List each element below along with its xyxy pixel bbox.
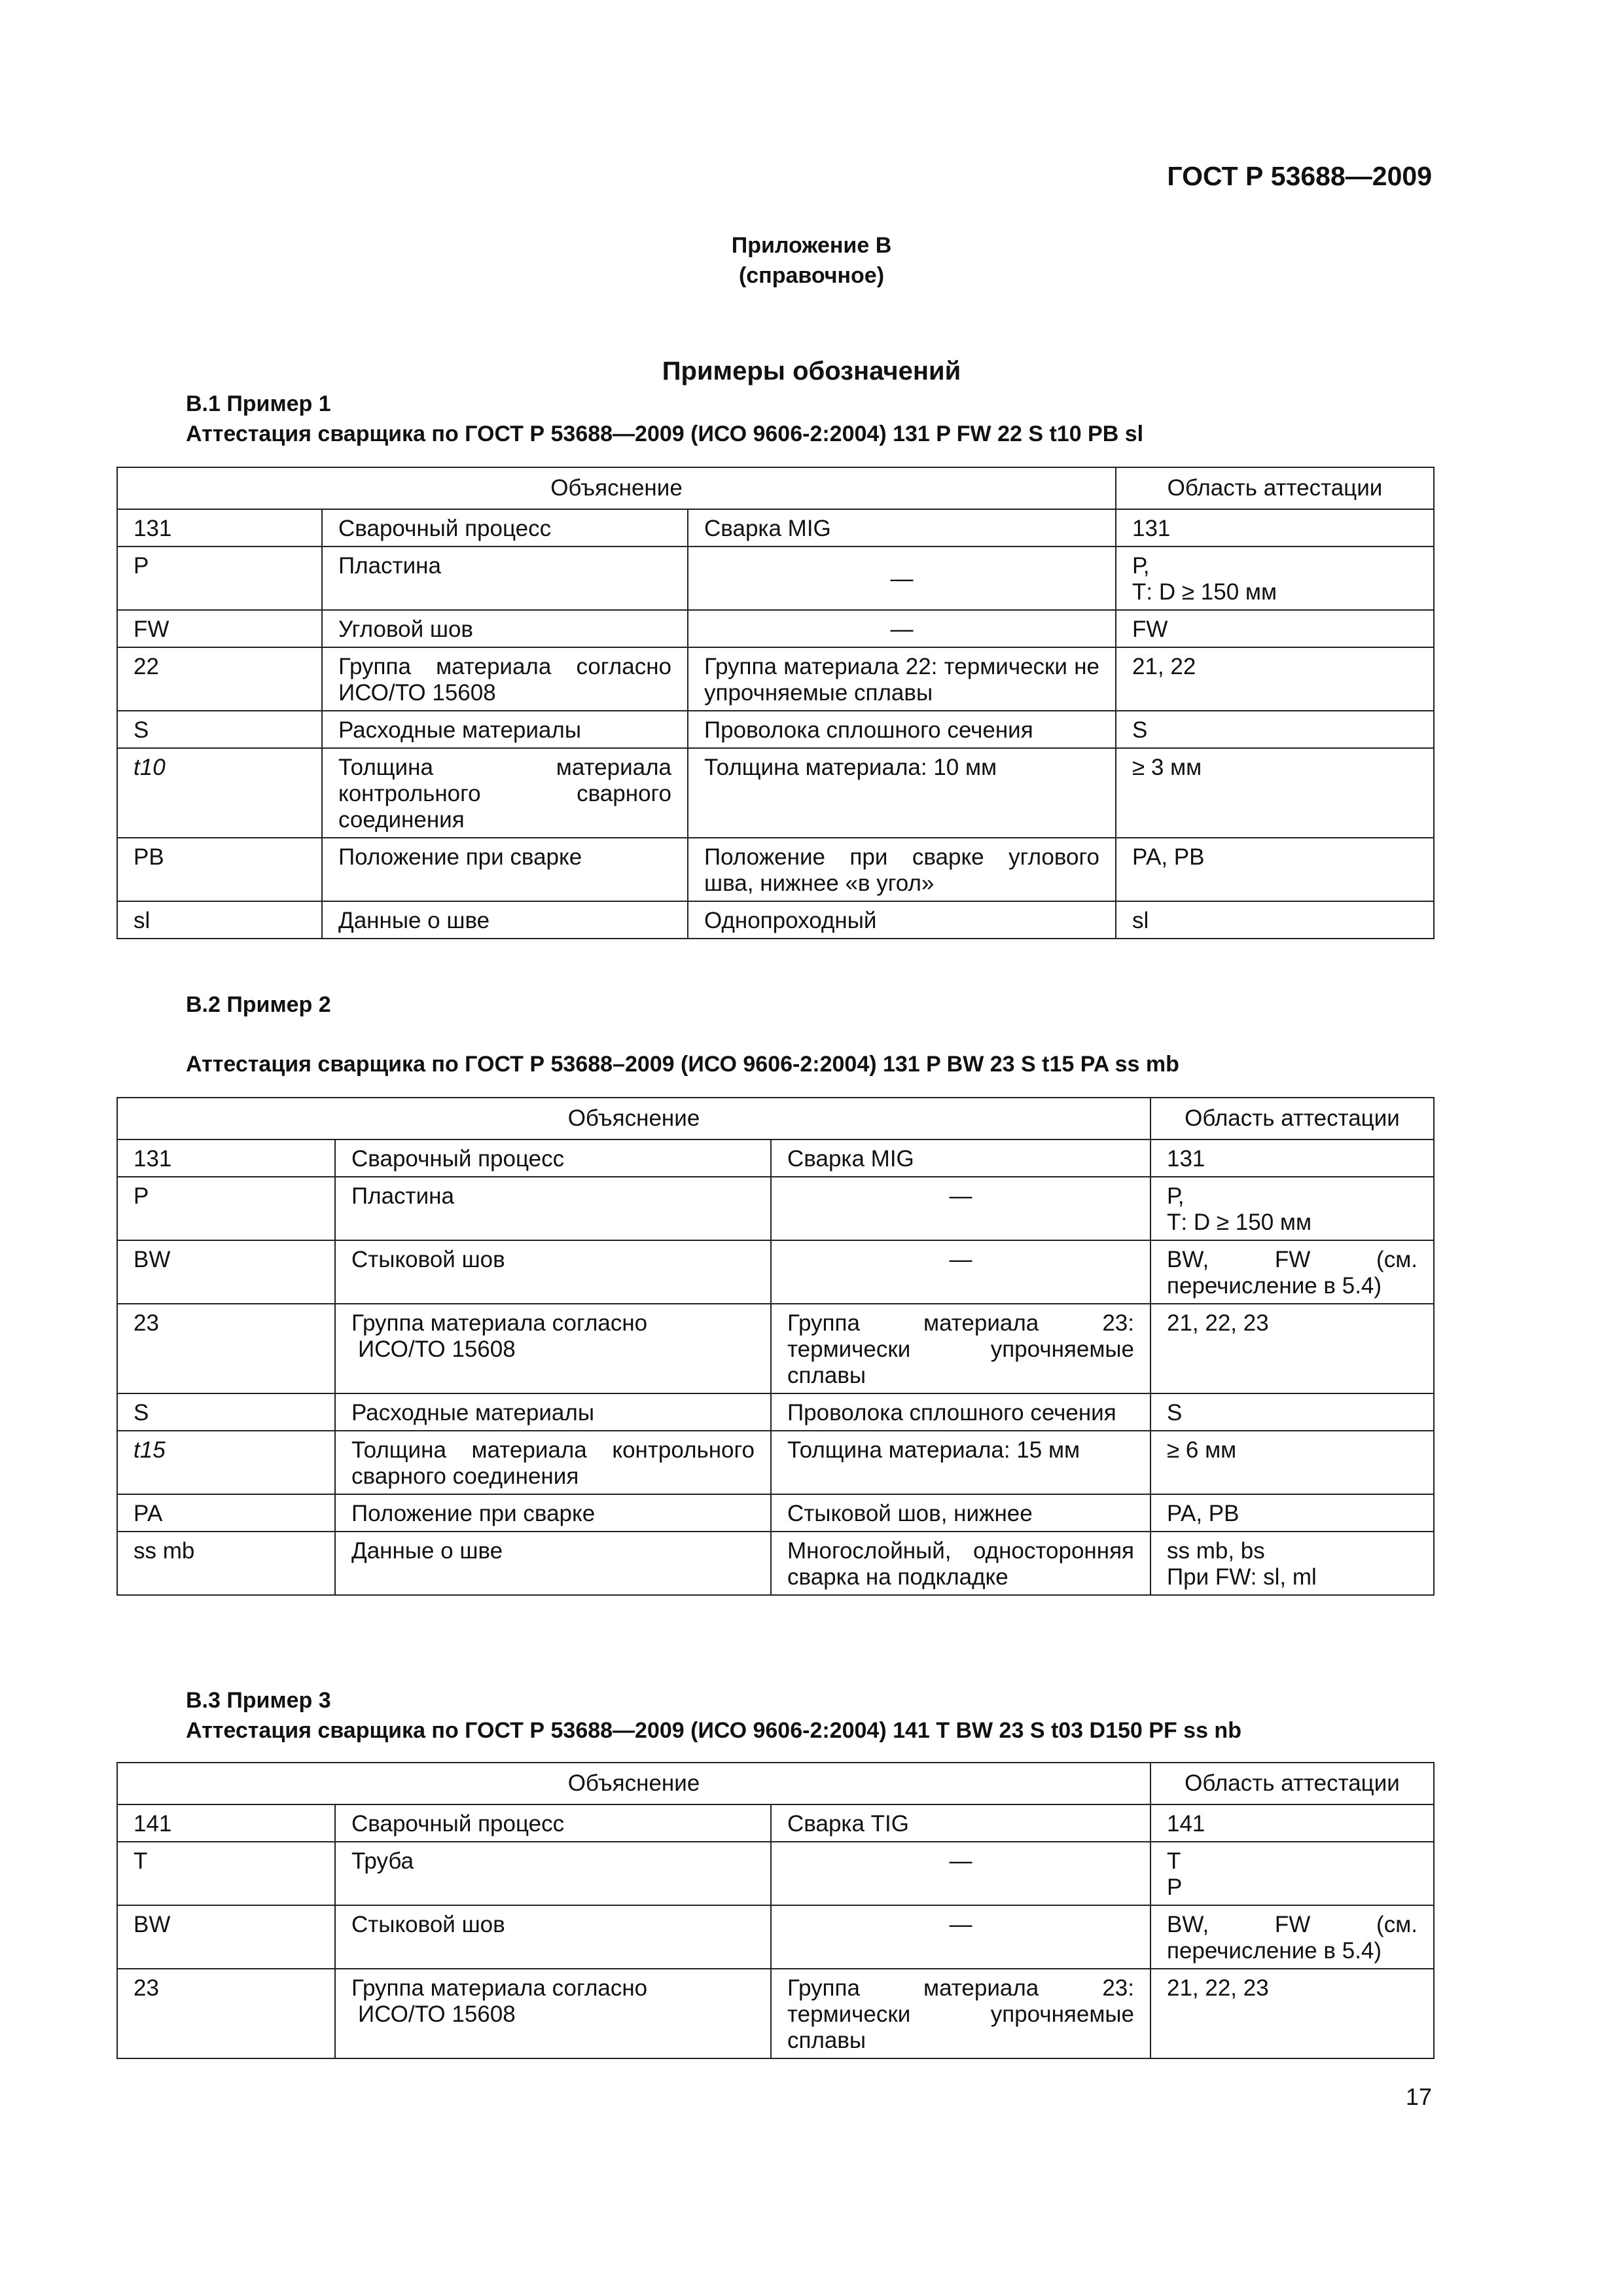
scope-cell: FW [1116,610,1434,647]
table-row [117,901,1434,939]
header-explanation: Объяснение [117,467,1116,509]
detail-cell: Проволока сплошного сечения [688,711,1116,748]
meaning-line: ИСО/ТО 15608 [358,2001,516,2027]
detail-cell: Стыковой шов, нижнее [771,1494,1150,1532]
meaning-cell: Сварочный процесс [335,1139,771,1177]
meaning-cell: Данные о шве [322,901,688,939]
table-header-row [117,1763,1434,1804]
example-3-table [116,1762,1435,2059]
meaning-cell: Толщина материала контрольного сварного соединения [335,1431,771,1494]
header-scope: Область аттестации [1116,467,1434,509]
scope-cell: BW, FW (см. перечисление в 5.4) [1150,1240,1434,1304]
detail-cell: Группа материала 22: термически не упрочняемые сплавы [688,647,1116,711]
detail-cell: — [771,1240,1150,1304]
code-cell: BW [117,1240,335,1304]
code-cell: BW [117,1905,335,1969]
table-row [117,1532,1434,1595]
code-cell: Р [117,547,322,610]
code-cell: 131 [117,1139,335,1177]
scope-cell: РА, РВ [1150,1494,1434,1532]
code-cell: Р [117,1177,335,1240]
table-row [117,838,1434,901]
header-explanation: Объяснение [117,1098,1150,1139]
header-scope: Область аттестации [1150,1098,1434,1139]
code-cell: S [117,1393,335,1431]
detail-cell: Группа материала 23: термически упрочняемые сплавы [771,1304,1150,1393]
example-caption: Аттестация сварщика по ГОСТ Р 53688—2009 (ИСО 9606-2:2004) 131 P FW 22 S t10 PB sl [186,422,1144,446]
detail-cell: — [688,547,1116,610]
detail-cell: Толщина материала: 15 мм [771,1431,1150,1494]
example-2-table [116,1097,1435,1596]
scope-line: Р, [1167,1183,1185,1209]
table-row [117,1393,1434,1431]
table-row [117,509,1434,547]
meaning-cell: Пластина [335,1177,771,1240]
table-header-row [117,467,1434,509]
detail-cell: Толщина материала: 10 мм [688,748,1116,838]
scope-cell: 21, 22, 23 [1150,1304,1434,1393]
section-title: Примеры обозначений [662,357,961,386]
scope-line: Т: D ≥ 150 мм [1167,1210,1312,1235]
example-2-label: В.2 Пример 2 [186,992,331,1017]
meaning-cell [335,1304,771,1393]
table-row [117,1177,1434,1240]
scope-line: ss mb, bs [1167,1538,1265,1564]
code-cell: Т [117,1842,335,1905]
annex-title: Приложение В [731,233,892,258]
meaning-cell: Пластина [322,547,688,610]
meaning-cell: Толщина материала контрольного сварного соединения [322,748,688,838]
table-row [117,1804,1434,1842]
scope-line: Т [1167,1848,1181,1874]
meaning-cell: Данные о шве [335,1532,771,1595]
scope-cell [1150,1177,1434,1240]
meaning-line: ИСО/ТО 15608 [358,1336,516,1362]
meaning-cell [335,1969,771,2058]
scope-cell: 131 [1116,509,1434,547]
meaning-cell: Положение при сварке [322,838,688,901]
annex-subtitle: (справочное) [738,263,885,288]
detail-cell: — [771,1177,1150,1240]
code-cell: S [117,711,322,748]
header-scope: Область аттестации [1150,1763,1434,1804]
example-label: В.3 Пример 3 [186,1688,331,1713]
detail-cell: Сварка MIG [688,509,1116,547]
detail-cell: Проволока сплошного сечения [771,1393,1150,1431]
meaning-line: Группа материала согласно [351,1975,648,2001]
detail-cell: Многослойный, односторонняя сварка на подкладке [771,1532,1150,1595]
table-row [117,1842,1434,1905]
code-cell: РВ [117,838,322,901]
meaning-cell: Расходные материалы [322,711,688,748]
example-1-table [116,467,1435,939]
scope-cell: ≥ 6 мм [1150,1431,1434,1494]
scope-line: Р, [1132,553,1150,579]
code-cell: 141 [117,1804,335,1842]
code-cell: ss mb [117,1532,335,1595]
scope-cell [1150,1532,1434,1595]
scope-cell: 131 [1150,1139,1434,1177]
detail-cell: — [771,1842,1150,1905]
example-2-caption: Аттестация сварщика по ГОСТ Р 53688–2009 (ИСО 9606-2:2004) 131 P BW 23 S t15 PA ss mb [186,1052,1179,1077]
detail-cell: Сварка MIG [771,1139,1150,1177]
meaning-cell: Расходные материалы [335,1393,771,1431]
table-row [117,610,1434,647]
detail-cell: Группа материала 23: термически упрочняемые сплавы [771,1969,1150,2058]
scope-line: При FW: sl, ml [1167,1564,1317,1590]
scope-cell: РА, РВ [1116,838,1434,901]
detail-cell: Положение при сварке углового шва, нижнее «в угол» [688,838,1116,901]
code-cell: 131 [117,509,322,547]
scope-line: Т: D ≥ 150 мм [1132,579,1277,605]
detail-cell: Однопроходный [688,901,1116,939]
code-cell: sl [117,901,322,939]
annex-heading [0,230,1623,291]
table-row [117,1905,1434,1969]
meaning-cell: Сварочный процесс [335,1804,771,1842]
meaning-cell: Стыковой шов [335,1905,771,1969]
scope-cell: 21, 22 [1116,647,1434,711]
meaning-cell: Группа материала согласно ИСО/ТО 15608 [322,647,688,711]
detail-cell: — [771,1905,1150,1969]
table-row [117,1969,1434,2058]
code-cell: РА [117,1494,335,1532]
document-code: ГОСТ Р 53688—2009 [1167,161,1432,191]
scope-cell: sl [1116,901,1434,939]
scope-cell [1116,547,1434,610]
meaning-cell: Стыковой шов [335,1240,771,1304]
header-explanation: Объяснение [117,1763,1150,1804]
code-cell: FW [117,610,322,647]
table-row [117,748,1434,838]
detail-cell: Сварка TIG [771,1804,1150,1842]
table-row [117,1494,1434,1532]
table-row [117,547,1434,610]
table-row [117,1304,1434,1393]
scope-cell: S [1116,711,1434,748]
meaning-cell: Сварочный процесс [322,509,688,547]
table-row [117,1431,1434,1494]
scope-cell: BW, FW (см. перечисление в 5.4) [1150,1905,1434,1969]
table-row [117,1240,1434,1304]
scope-cell: 21, 22, 23 [1150,1969,1434,2058]
scope-cell: 141 [1150,1804,1434,1842]
scope-cell: ≥ 3 мм [1116,748,1434,838]
meaning-cell: Угловой шов [322,610,688,647]
code-cell: 22 [117,647,322,711]
code-cell: 23 [117,1304,335,1393]
code-cell: t10 [117,748,322,838]
scope-cell [1150,1842,1434,1905]
code-cell: 23 [117,1969,335,2058]
table-row [117,1139,1434,1177]
table-header-row [117,1098,1434,1139]
example-3-heading [186,1685,1241,1746]
meaning-cell: Труба [335,1842,771,1905]
example-caption: Аттестация сварщика по ГОСТ Р 53688—2009 (ИСО 9606-2:2004) 141 T BW 23 S t03 D150 PF ss nb [186,1718,1241,1743]
scope-line: Р [1167,1874,1183,1900]
table-row [117,711,1434,748]
meaning-line: Группа материала согласно [351,1310,648,1336]
detail-cell: — [688,610,1116,647]
page-number: 17 [1405,2083,1432,2110]
code-cell: t15 [117,1431,335,1494]
scope-cell: S [1150,1393,1434,1431]
table-row [117,647,1434,711]
example-1-heading [186,389,1143,449]
meaning-cell: Положение при сварке [335,1494,771,1532]
example-label: В.1 Пример 1 [186,391,331,416]
